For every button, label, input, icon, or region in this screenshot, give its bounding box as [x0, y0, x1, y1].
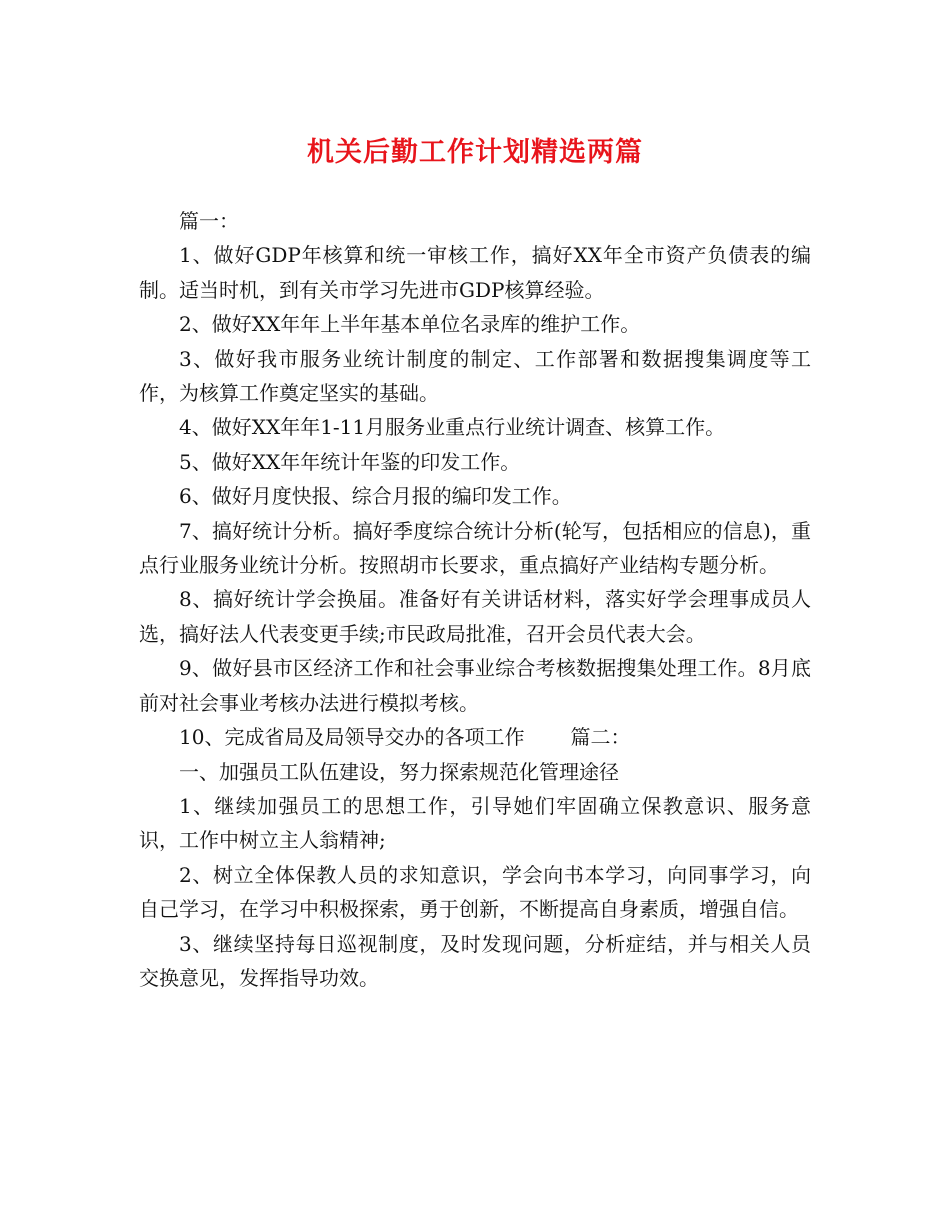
paragraph: 3、做好我市服务业统计制度的制定、工作部署和数据搜集调度等工作，为核算工作奠定坚实的基础。 [139, 346, 811, 406]
paragraph: 6、做好月度快报、综合月报的编印发工作。 [179, 484, 572, 509]
paragraph: 7、搞好统计分析。搞好季度综合统计分析(轮写，包括相应的信息)，重点行业服务业统计分析。按照胡市长要求，重点搞好产业结构专题分析。 [139, 518, 811, 578]
paragraph: 篇一： [179, 209, 239, 233]
paragraph: 3、继续坚持每日巡视制度，及时发现问题，分析症结，并与相关人员交换意见，发挥指导功效。 [139, 931, 811, 990]
paragraph: 一、加强员工队伍建设，努力探索规范化管理途径 [179, 759, 619, 784]
paragraph: 9、做好县市区经济工作和社会事业综合考核数据搜集处理工作。8月底前对社会事业考核办法进行模拟考核。 [139, 656, 811, 715]
paragraph: 2、做好XX年年上半年基本单位名录库的维护工作。 [179, 312, 641, 337]
section-heading: 篇二： [570, 725, 631, 750]
paragraph-text: 10、完成省局及局领导交办的各项工作 [179, 725, 525, 750]
paragraph: 4、做好XX年年1-11月服务业重点行业统计调查、核算工作。 [179, 415, 726, 440]
paragraph: 1、做好GDP年核算和统一审核工作，搞好XX年全市资产负债表的编制。适当时机，到有关市学习先进市GDP核算经验。 [139, 243, 811, 302]
paragraph: 8、搞好统计学会换届。准备好有关讲话材料，落实好学会理事成员人选，搞好法人代表变更手续;市民政局批准，召开会员代表大会。 [139, 587, 811, 646]
paragraph: 1、继续加强员工的思想工作，引导她们牢固确立保教意识、服务意识，工作中树立主人翁精神; [139, 793, 811, 853]
paragraph [139, 720, 811, 754]
paragraph: 5、做好XX年年统计年鉴的印发工作。 [179, 449, 521, 474]
paragraph: 2、树立全体保教人员的求知意识，学会向书本学习，向同事学习，向自己学习，在学习中积极探索，勇于创新，不断提高自身素质，增强自信。 [139, 862, 811, 922]
document-body [139, 204, 811, 995]
document-title: 机关后勤工作计划精选两篇 [307, 137, 643, 168]
